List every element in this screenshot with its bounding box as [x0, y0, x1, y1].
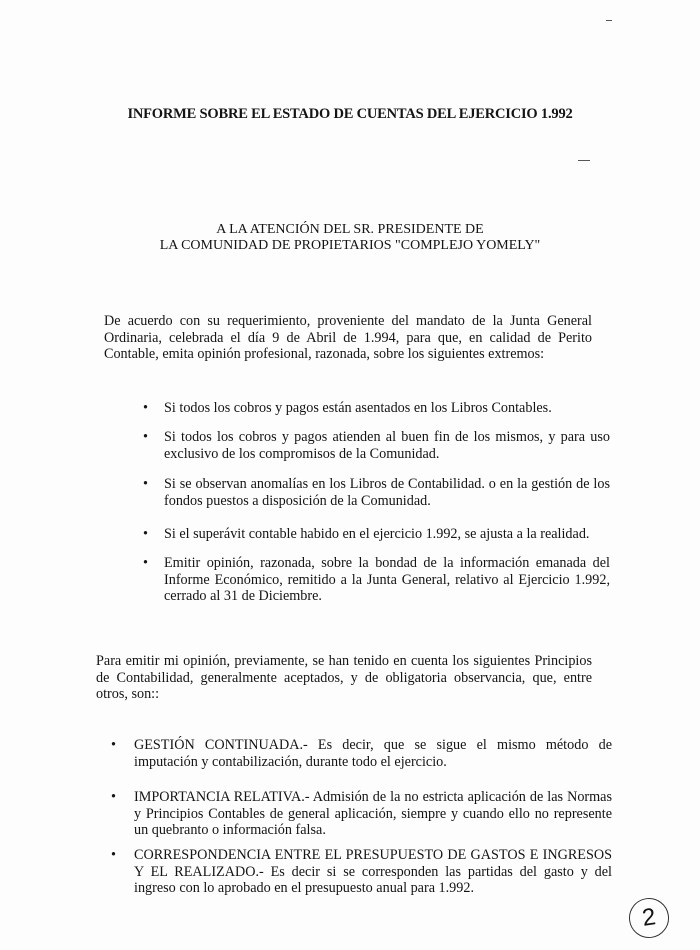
list-item: • GESTIÓN CONTINUADA.- Es decir, que se sigue el mismo método de imputación y contabilización, durante todo el ejercicio. — [111, 737, 612, 770]
list-item-text: IMPORTANCIA RELATIVA.- Admisión de la no estricta aplicación de las Normas y Principios Contables de general aplicación, siempre y cuando ello no represente un quebranto o información falsa. — [134, 789, 612, 838]
scan-mark — [606, 20, 612, 21]
addressee-line-2: LA COMUNIDAD DE PROPIETARIOS "COMPLEJO YOMELY" — [159, 238, 541, 253]
list-item: • Si todos los cobros y pagos están asentados en los Libros Contables. — [143, 400, 552, 416]
list-item: • IMPORTANCIA RELATIVA.- Admisión de la no estricta aplicación de las Normas y Principios Contables de general aplicación, siempre y cuando ello no represente un quebranto o información falsa. — [111, 789, 612, 838]
scan-mark — [578, 160, 590, 161]
list-item-text: Si se observan anomalías en los Libros de Contabilidad. o en la gestión de los fondos puestos a disposición de la Comunidad. — [164, 476, 610, 509]
page-number: 2 — [626, 895, 671, 940]
list-item-text: GESTIÓN CONTINUADA.- Es decir, que se sigue el mismo método de imputación y contabilización, durante todo el ejercicio. — [134, 737, 612, 770]
principles-intro: Para emitir mi opinión, previamente, se han tenido en cuenta los siguientes Principios de Contabilidad, generalmente aceptados, y de obligatoria observancia, que, entre otros, son:: — [96, 653, 592, 702]
intro-paragraph: De acuerdo con su requerimiento, proveniente del mandato de la Junta General Ordinaria, celebrada el día 9 de Abril de 1.994, para que, en calidad de Perito Contable, emita opinión profesional, razonada, sobre los siguientes extremos: — [104, 313, 592, 362]
list-item-text: CORRESPONDENCIA ENTRE EL PRESUPUESTO DE GASTOS E INGRESOS Y EL REALIZADO.- Es decir si se corresponden las partidas del gasto y del ingreso con lo aprobado en el presupuesto anual para 1.992. — [134, 847, 612, 896]
list-item-text: Emitir opinión, razonada, sobre la bondad de la información emanada del Informe Económico, remitido a la Junta General, relativo al Ejercicio 1.992, cerrado al 31 de Diciembre. — [164, 555, 610, 604]
list-item: • Si todos los cobros y pagos atienden al buen fin de los mismos, y para uso exclusivo de los compromisos de la Comunidad. — [143, 429, 610, 462]
list-item: • Emitir opinión, razonada, sobre la bondad de la información emanada del Informe Económico, remitido a la Junta General, relativo al Ejercicio 1.992, cerrado al 31 de Diciembre. — [143, 555, 610, 604]
list-item-text: Si el superávit contable habido en el ejercicio 1.992, se ajusta a la realidad. — [164, 526, 590, 542]
list-item: • CORRESPONDENCIA ENTRE EL PRESUPUESTO DE GASTOS E INGRESOS Y EL REALIZADO.- Es decir si se corresponden las partidas del gasto y del ingreso con lo aprobado en el presupuesto anual para 1.992. — [111, 847, 612, 896]
list-item-text: Si todos los cobros y pagos están asentados en los Libros Contables. — [164, 400, 552, 416]
list-item: • Si se observan anomalías en los Libros de Contabilidad. o en la gestión de los fondos puestos a disposición de la Comunidad. — [143, 476, 610, 509]
list-item: • Si el superávit contable habido en el ejercicio 1.992, se ajusta a la realidad. — [143, 526, 590, 542]
document-title: INFORME SOBRE EL ESTADO DE CUENTAS DEL EJERCICIO 1.992 — [127, 106, 573, 122]
list-item-text: Si todos los cobros y pagos atienden al buen fin de los mismos, y para uso exclusivo de los compromisos de la Comunidad. — [164, 429, 610, 462]
addressee — [0, 222, 700, 254]
addressee-line-1: A LA ATENCIÓN DEL SR. PRESIDENTE DE — [216, 222, 484, 237]
